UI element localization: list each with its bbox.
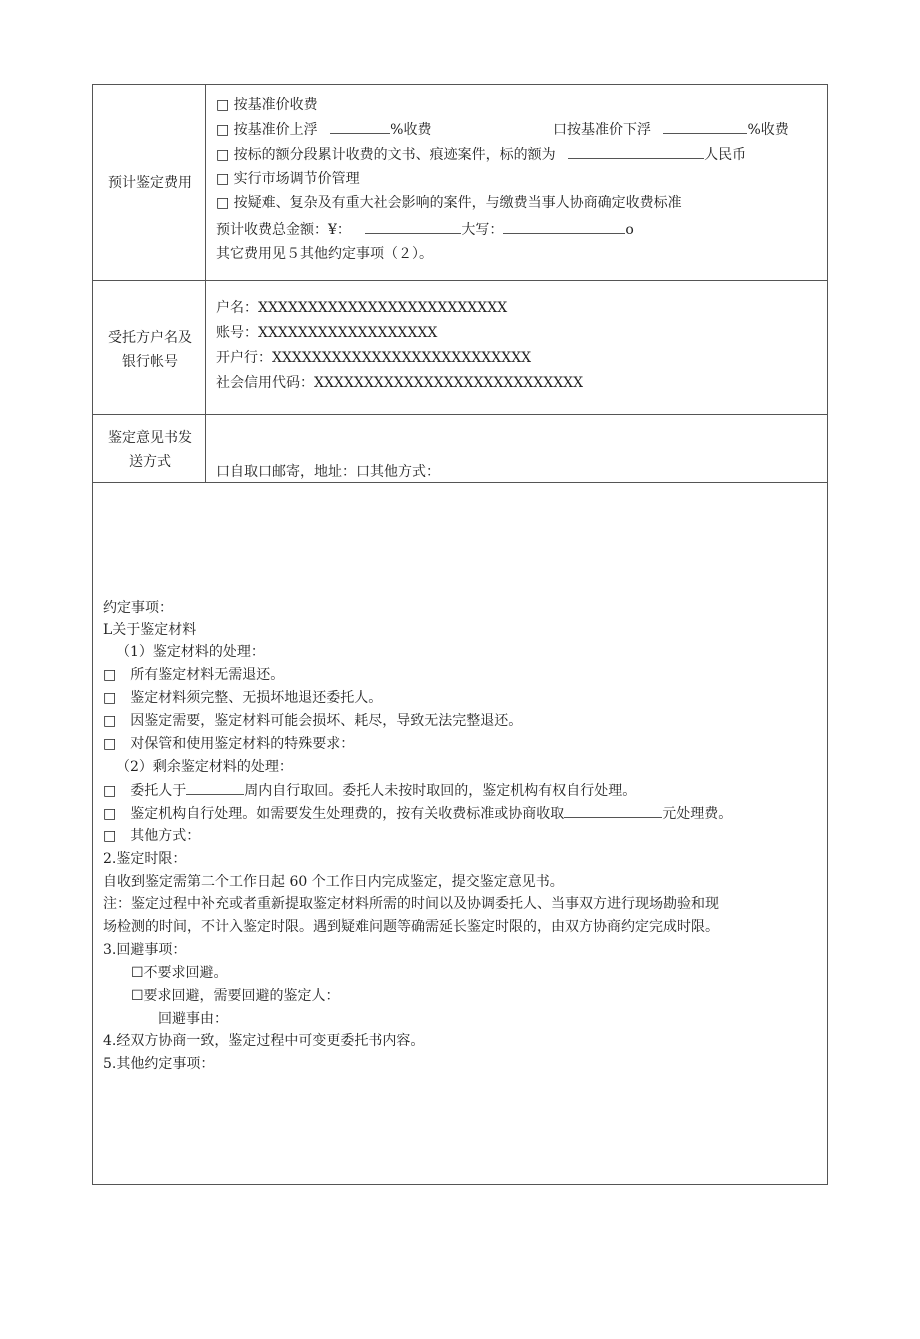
fee-amount-blank[interactable] (568, 144, 704, 159)
dispose-fee-blank[interactable] (564, 803, 662, 818)
fee-float-down-label: 口按基准价下浮 (553, 122, 651, 138)
fee-currency: 人民币 (704, 147, 747, 163)
remaining-option-pickup (103, 780, 636, 801)
remaining-pickup-label: □ 委托人于 (103, 783, 187, 799)
terms-section-1: L关于鉴定材料 (103, 622, 197, 638)
bank-account-name: 户名：XXXXXXXXXXXXXXXXXXXXXXXXX (216, 300, 508, 316)
fee-label: 预计鉴定费用 (108, 175, 192, 191)
terms-heading: 约定事项： (103, 600, 173, 616)
row-divider (93, 280, 827, 281)
fee-total-digits-blank[interactable] (365, 219, 461, 234)
fee-option-float (216, 119, 431, 140)
recusal-option: ☐要求回避，需要回避的鉴定人： (131, 988, 340, 1004)
deadline-note: 注：鉴定过程中补充或者重新提取鉴定材料所需的时间以及协调委托人、当事双方进行现场勘验和现 (103, 896, 719, 912)
fee-total-label: 预计收费总金额：¥： (216, 222, 351, 238)
remaining-weeks-blank[interactable] (186, 780, 244, 795)
recusal-reason: 回避事由： (158, 1011, 228, 1027)
fee-option-base: □ 按基准价收费 (216, 97, 318, 113)
fee-float-up-blank[interactable] (330, 119, 390, 134)
fee-option-float-down (553, 119, 789, 140)
column-divider (205, 85, 206, 482)
deadline-text: 自收到鉴定需第二个工作日起 60 个工作日内完成鉴定，提交鉴定意见书。 (103, 874, 564, 890)
material-option: □ 所有鉴定材料无需退还。 (103, 667, 285, 683)
bank-label-line2: 银行帐号 (122, 354, 178, 370)
material-option: □ 对保管和使用鉴定材料的特殊要求： (103, 736, 355, 752)
terms-section-1-1: （1）鉴定材料的处理： (116, 644, 265, 660)
remaining-dispose-rest: 元处理费。 (662, 806, 733, 822)
delivery-label (96, 426, 204, 474)
fee-other: 其它费用见５其他约定事项（２）。 (216, 246, 433, 262)
terms-section-5: 5.其他约定事项： (103, 1056, 215, 1072)
fee-float-down-blank[interactable] (663, 119, 747, 134)
fee-float-down-unit: %收费 (747, 122, 789, 138)
bank-credit-code: 社会信用代码：XXXXXXXXXXXXXXXXXXXXXXXXXXX (216, 375, 584, 391)
fee-float-up-unit: %收费 (390, 122, 432, 138)
row-divider (93, 482, 827, 483)
fee-segmented-label: □ 按标的额分段累计收费的文书、痕迹案件，标的额为 (216, 147, 556, 163)
row-divider (93, 414, 827, 415)
terms-section-4: 4.经双方协商一致，鉴定过程中可变更委托书内容。 (103, 1033, 425, 1049)
terms-section-2: 2.鉴定时限： (103, 851, 187, 867)
remaining-option-other: □ 其他方式： (103, 828, 201, 844)
fee-option-negotiated: □ 按疑难、复杂及有重大社会影响的案件，与缴费当事人协商确定收费标准 (216, 195, 682, 211)
terms-section-3: 3.回避事项： (103, 942, 187, 958)
delivery-options: 口自取口邮寄，地址：口其他方式： (216, 464, 440, 480)
fee-option-market: □ 实行市场调节价管理 (216, 171, 360, 187)
remaining-option-dispose (103, 803, 732, 824)
remaining-pickup-rest: 周内自行取回。委托人未按时取回的，鉴定机构有权自行处理。 (244, 783, 637, 799)
delivery-label-line1: 鉴定意见书发 (108, 430, 192, 446)
material-option: □ 因鉴定需要，鉴定材料可能会损坏、耗尽，导致无法完整退还。 (103, 713, 523, 729)
fee-total-capital-label: 大写： (461, 222, 504, 238)
bank-label (96, 326, 204, 374)
delivery-label-line2: 送方式 (129, 454, 171, 470)
bank-branch: 开户行：XXXXXXXXXXXXXXXXXXXXXXXXXX (216, 350, 532, 366)
bank-account-number: 账号：XXXXXXXXXXXXXXXXXX (216, 325, 438, 341)
fee-total-capital-blank[interactable] (503, 219, 625, 234)
terms-section-1-2: （2）剩余鉴定材料的处理： (116, 759, 293, 775)
deadline-note: 场检测的时间，不计入鉴定时限。遇到疑难问题等确需延长鉴定时限的，由双方协商约定完成时限。 (103, 919, 719, 935)
remaining-dispose-label: □ 鉴定机构自行处理。如需要发生处理费的，按有关收费标准或协商收取 (103, 806, 565, 822)
fee-float-up-label: □ 按基准价上浮 (216, 122, 318, 138)
bank-label-line1: 受托方户名及 (108, 330, 192, 346)
fee-option-segmented (216, 144, 746, 165)
recusal-option: ☐不要求回避。 (131, 965, 228, 981)
material-option: □ 鉴定材料须完整、无损坏地退还委托人。 (103, 690, 383, 706)
fee-total (216, 219, 634, 240)
fee-total-end: o (625, 222, 634, 238)
